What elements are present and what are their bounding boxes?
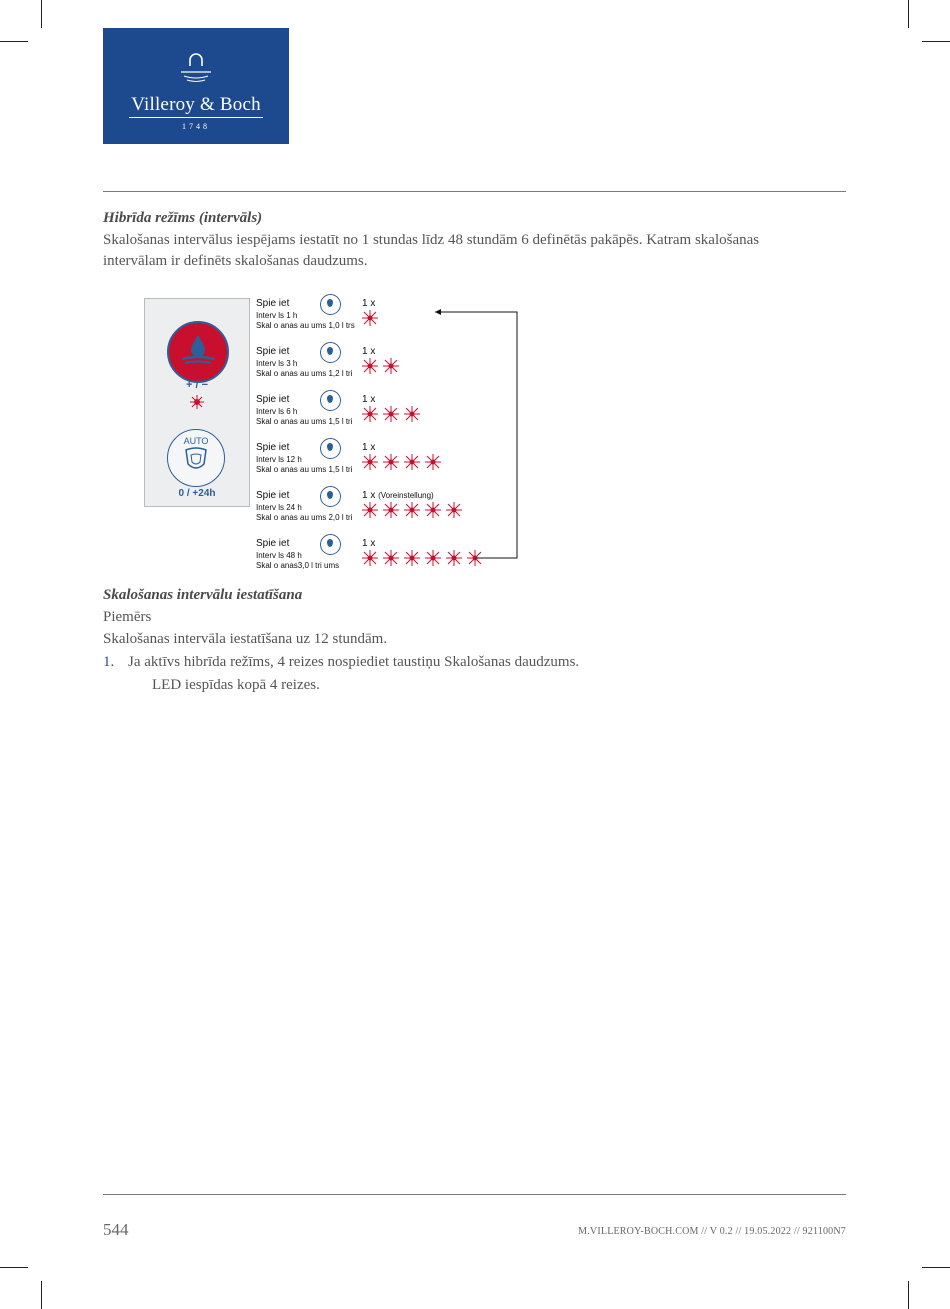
interval-label: Interv ls 3 h bbox=[256, 359, 298, 368]
amount-label: Skal o anas au ums 1,2 l tri bbox=[256, 369, 353, 378]
brand-underline bbox=[129, 117, 263, 118]
amount-label: Skal o anas au ums 2,0 l tri bbox=[256, 513, 353, 522]
amount-label: Skal o anas3,0 l tri ums bbox=[256, 561, 340, 570]
amount-label: Skal o anas au ums 1,0 l trs bbox=[256, 321, 355, 330]
press-label: Spie iet bbox=[256, 490, 290, 501]
led-lit-icon bbox=[362, 454, 378, 470]
water-drop-icon bbox=[169, 323, 227, 381]
crop-mark bbox=[908, 1281, 909, 1309]
brand-year: 1748 bbox=[182, 122, 210, 131]
led-lit-icon bbox=[383, 454, 399, 470]
amount-label: Skal o anas au ums 1,5 l tri bbox=[256, 417, 353, 426]
example-label: Piemērs bbox=[103, 609, 152, 625]
example-text: Skalošanas intervāla iestatīšana uz 12 stundām. bbox=[103, 631, 388, 647]
top-rule bbox=[103, 191, 846, 192]
led-lit-icon bbox=[362, 358, 378, 374]
crop-mark bbox=[41, 1281, 42, 1309]
footer-meta: M.VILLEROY-BOCH.COM // V 0.2 // 19.05.2022 // 921100N7 bbox=[578, 1226, 846, 1237]
section-heading-hybrid: Hibrīda režīms (intervāls) bbox=[103, 210, 263, 226]
led-lit-icon bbox=[383, 550, 399, 566]
flush-button-icon bbox=[320, 438, 341, 459]
crop-mark bbox=[41, 0, 42, 28]
plus-minus-label: + / − bbox=[185, 379, 209, 391]
crop-mark bbox=[0, 41, 28, 42]
crop-mark bbox=[922, 1267, 950, 1268]
press-label: Spie iet bbox=[256, 394, 290, 405]
brand-logo bbox=[103, 28, 289, 144]
flush-button-icon bbox=[320, 294, 341, 315]
step-result: LED iespīdas kopā 4 reizes. bbox=[152, 677, 320, 693]
timer-label: 0 / +24h bbox=[178, 488, 216, 499]
interval-label: Interv ls 24 h bbox=[256, 503, 302, 512]
press-count: 1 x (Voreinstellung) bbox=[362, 490, 434, 501]
press-label: Spie iet bbox=[256, 298, 290, 309]
interval-label: Interv ls 1 h bbox=[256, 311, 298, 320]
press-count: 1 x bbox=[362, 394, 376, 405]
loop-arrow bbox=[425, 305, 525, 565]
led-lit-icon bbox=[362, 310, 378, 326]
led-lit-icon bbox=[404, 406, 420, 422]
brand-name: Villeroy & Boch bbox=[131, 94, 261, 115]
led-lit-icon bbox=[362, 550, 378, 566]
control-panel bbox=[144, 298, 250, 507]
step-number: 1. bbox=[103, 654, 115, 670]
interval-label: Interv ls 48 h bbox=[256, 551, 302, 560]
body-text-line: intervālam ir definēts skalošanas daudzums. bbox=[103, 253, 368, 269]
led-lit-icon bbox=[404, 502, 420, 518]
press-count: 1 x bbox=[362, 442, 376, 453]
flush-button-icon bbox=[320, 342, 341, 363]
urinal-icon bbox=[168, 430, 224, 486]
led-lit-icon bbox=[404, 454, 420, 470]
led-lit-icon bbox=[404, 550, 420, 566]
crop-mark bbox=[908, 0, 909, 28]
led-lit-icon bbox=[383, 502, 399, 518]
flush-button-icon bbox=[320, 486, 341, 507]
crop-mark bbox=[0, 1267, 28, 1268]
press-count: 1 x bbox=[362, 538, 376, 549]
body-text-line: Skalošanas intervālus iespējams iestatīt no 1 stundas līdz 48 stundām 6 definētās pakāpēs. Katram skalošanas bbox=[103, 232, 760, 248]
step-text: Ja aktīvs hibrīda režīms, 4 reizes nospiediet taustiņu Skalošanas daudzums. bbox=[128, 654, 580, 670]
bottom-rule bbox=[103, 1194, 846, 1195]
led-lit-icon bbox=[362, 406, 378, 422]
section-heading-setting: Skalošanas intervālu iestatīšana bbox=[103, 587, 303, 603]
led-lit-icon bbox=[362, 502, 378, 518]
interval-label: Interv ls 12 h bbox=[256, 455, 302, 464]
press-label: Spie iet bbox=[256, 346, 290, 357]
press-label: Spie iet bbox=[256, 442, 290, 453]
auto-label: AUTO bbox=[183, 436, 209, 446]
led-lit-icon bbox=[383, 358, 399, 374]
flush-amount-button[interactable] bbox=[167, 321, 229, 383]
bathtub-emblem-icon bbox=[179, 52, 213, 86]
interval-label: Interv ls 6 h bbox=[256, 407, 298, 416]
flush-button-icon bbox=[320, 390, 341, 411]
page-number: 544 bbox=[103, 1220, 129, 1239]
led-lit-icon bbox=[383, 406, 399, 422]
flush-button-icon bbox=[320, 534, 341, 555]
crop-mark bbox=[922, 41, 950, 42]
auto-button[interactable] bbox=[167, 429, 225, 487]
press-label: Spie iet bbox=[256, 538, 290, 549]
led-indicator-icon bbox=[190, 395, 204, 409]
amount-label: Skal o anas au ums 1,5 l tri bbox=[256, 465, 353, 474]
press-count: 1 x bbox=[362, 298, 376, 309]
press-count: 1 x bbox=[362, 346, 376, 357]
